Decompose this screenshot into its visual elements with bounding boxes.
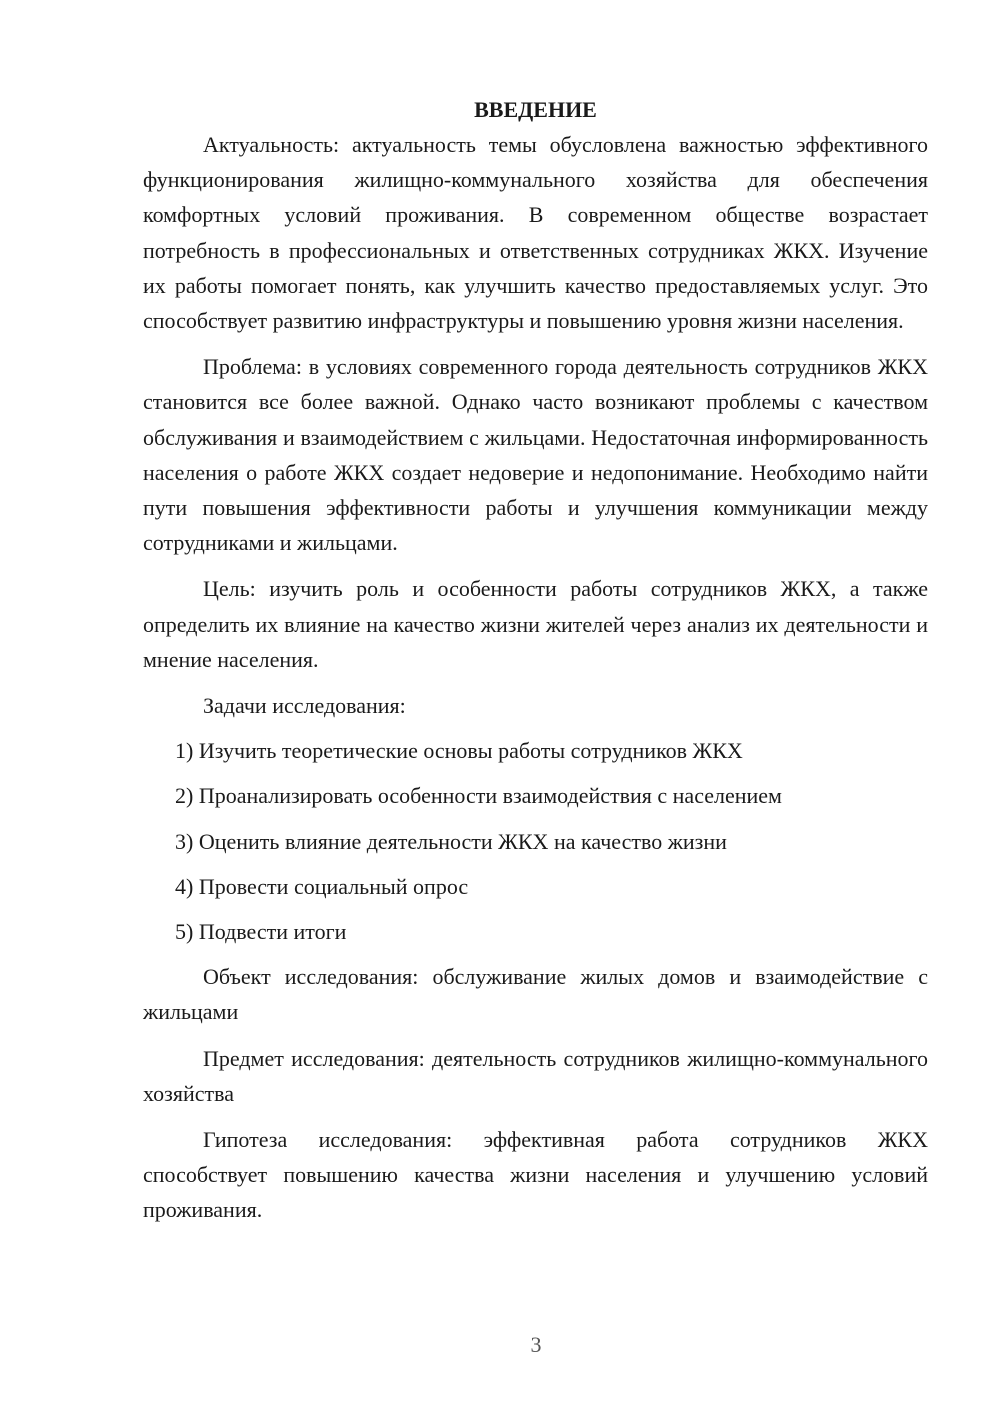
tasks-list: [143, 733, 928, 949]
task-item: 5) Подвести итоги: [175, 919, 347, 945]
page-number: 3: [530, 1332, 542, 1357]
task-item: 2) Проанализировать особенности взаимодействия с населением: [175, 783, 782, 809]
paragraph-goal: Цель: изучить роль и особенности работы сотрудников ЖКХ, а также определить их влияние на качество жизни жителей через анализ их деятельности и мнение населения.: [143, 576, 928, 672]
tasks-heading: Задачи исследования:: [203, 693, 406, 719]
task-item: 4) Провести социальный опрос: [175, 873, 469, 899]
task-item: 3) Оценить влияние деятельности ЖКХ на качество жизни: [175, 828, 727, 854]
page-title: ВВЕДЕНИЕ: [474, 97, 597, 122]
task-item: 1) Изучить теоретические основы работы сотрудников ЖКХ: [175, 738, 743, 764]
paragraph-hypothesis: Гипотеза исследования: эффективная работа сотрудников ЖКХ способствует повышению качества жизни населения и улучшению условий проживания.: [143, 1127, 928, 1223]
paragraph-subject: Предмет исследования: деятельность сотрудников жилищно-коммунального хозяйства: [143, 1045, 928, 1106]
paragraph-problem: Проблема: в условиях современного города деятельность сотрудников ЖКХ становится все более важной. Однако часто возникают проблемы с качеством обслуживания и взаимодействием с жильцами. Недостаточная информированность населения о работе ЖКХ создает недоверие и недопонимание. Необходимо найти пути повышения эффективности работы и улучшения коммуникации между сотрудниками и жильцами.: [143, 354, 928, 556]
paragraph-relevance: Актуальность: актуальность темы обусловлена важностью эффективного функционирования жилищно-коммунального хозяйства для обеспечения комфортных условий проживания. В современном обществе возрастает потребность в профессиональных и ответственных сотрудниках ЖКХ. Изучение их работы помогает понять, как улучшить качество предоставляемых услуг. Это способствует развитию инфраструктуры и повышению уровня жизни населения.: [143, 132, 928, 334]
document-page: [143, 92, 928, 1228]
paragraph-object: Объект исследования: обслуживание жилых домов и взаимодействие с жильцами: [143, 964, 928, 1025]
